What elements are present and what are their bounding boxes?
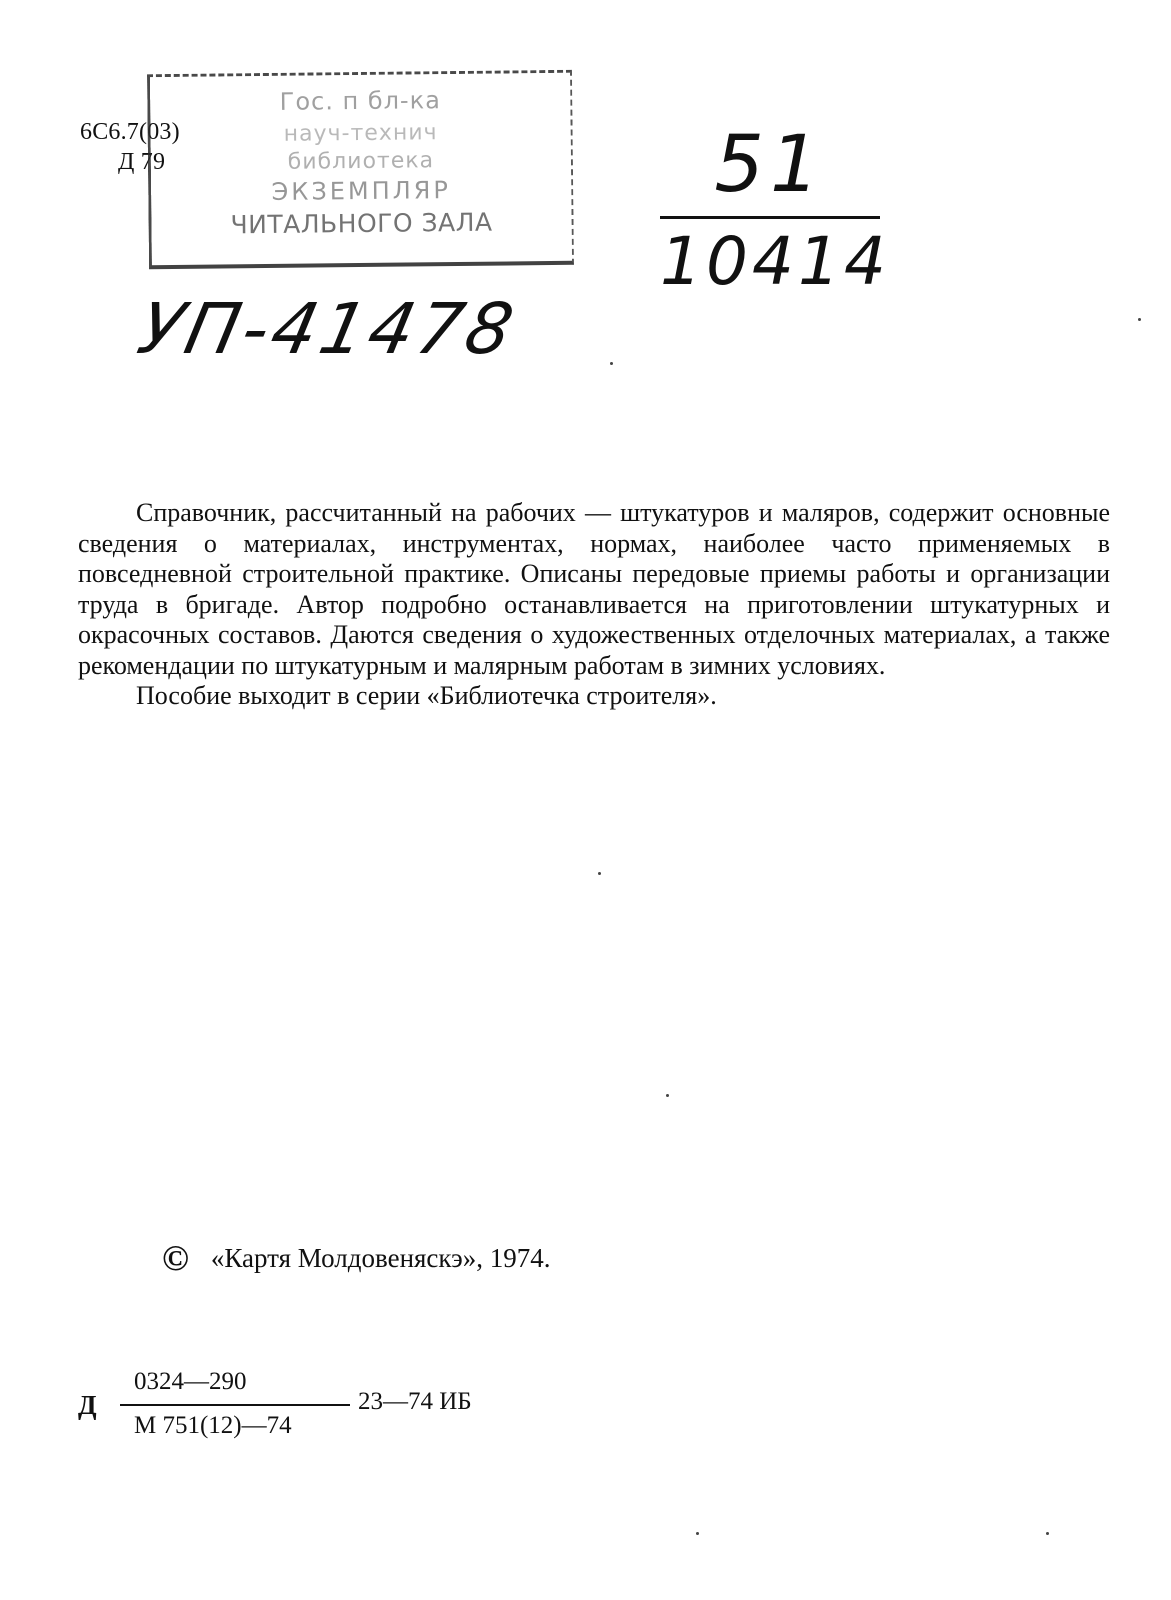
- shelf-mark-numerator: 51: [714, 120, 826, 210]
- copyright-icon: ©: [162, 1238, 189, 1278]
- scan-speck: [696, 1532, 699, 1535]
- scan-speck: [666, 1094, 669, 1097]
- catalog-code-divider: [120, 1404, 350, 1406]
- scan-speck: [598, 872, 601, 875]
- abstract-paragraph: Пособие выходит в серии «Библиотечка строителя».: [136, 681, 717, 710]
- handwritten-inventory-number: УП-41478: [131, 288, 524, 370]
- classification-code: 6С6.7(03): [80, 119, 180, 145]
- stamp-line: ЧИТАЛЬНОГО ЗАЛА: [230, 207, 493, 240]
- catalog-code-prefix: Д: [78, 1390, 97, 1420]
- shelf-mark-divider: [660, 216, 880, 219]
- library-stamp: [147, 70, 574, 269]
- catalog-code-suffix: 23—74 ИБ: [358, 1388, 472, 1415]
- handwritten-shelf-mark: [660, 120, 890, 301]
- scan-speck: [1138, 318, 1141, 321]
- scan-speck: [1046, 1532, 1049, 1535]
- copyright-line: [162, 1240, 551, 1276]
- catalog-code-denominator: М 751(12)—74: [134, 1412, 292, 1439]
- shelf-mark-denominator: 10414: [660, 223, 890, 300]
- stamp-line: ЭКЗЕМПЛЯР: [271, 176, 452, 206]
- stamp-line: науч-технич: [283, 120, 438, 147]
- abstract-paragraph: Справочник, рассчитанный на рабочих — штукатуров и маляров, содержит основные сведения о материалах, инструментах, нормах, наиболее часто применяемых в повседневной строительной практике. Описаны передовые приемы работы и организации труда в бригаде. Автор подробно останавливается на приготовлении штукатурных и окрасочных составов. Даются сведения о художественных отделочных материалах, а также рекомендации по штукатурным и малярным работам в зимних условиях.: [78, 498, 1110, 680]
- catalog-code-numerator: 0324—290: [134, 1368, 247, 1395]
- stamp-line: библиотека: [287, 148, 435, 175]
- author-mark: Д 79: [118, 149, 166, 175]
- stamp-line: Гос. п бл-ка: [279, 86, 441, 116]
- abstract: [78, 498, 1110, 712]
- copyright-text: «Картя Молдовеняскэ», 1974.: [210, 1242, 551, 1273]
- scan-speck: [610, 362, 613, 365]
